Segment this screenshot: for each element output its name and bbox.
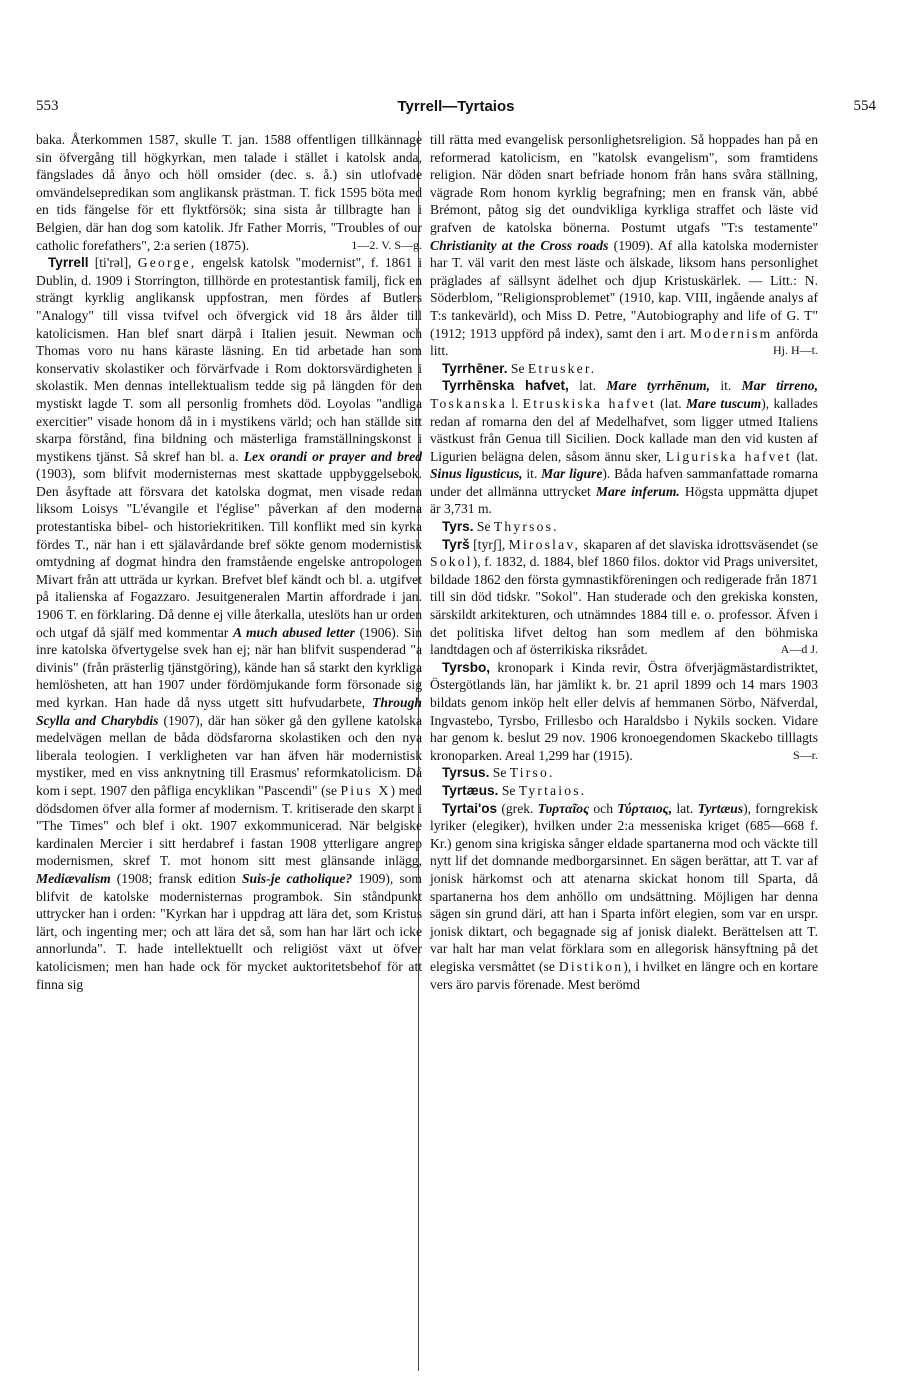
cross-reference: Sokol bbox=[430, 554, 473, 570]
book-title: Through Scylla and Charybdis bbox=[36, 695, 422, 728]
entry-tyrsus bbox=[430, 764, 818, 782]
body-text: lat. bbox=[579, 378, 597, 394]
given-name: Miroslav, bbox=[508, 536, 581, 552]
greek-name: Τύρταιος, bbox=[617, 800, 673, 816]
body-text: anförda litt. bbox=[430, 325, 818, 359]
body-text: l. bbox=[511, 395, 519, 411]
author-signature: 1—2. V. S—g. bbox=[351, 237, 422, 252]
body-text: ), i hvilket en längre och en kortare vers äro parvis förenade. Mest berömd bbox=[430, 958, 818, 992]
body-text: till rätta med evangelisk personlighetsreligion. Så hoppades han på en reformerad katolicism, en "katolsk evangelism", som framtidens religion. När döden snart befriade honom från hans svåra ställning, vägrade Rom honom kyrklig begrafning; men en fransk vän, abbé Brémont, påtog sig det oundvikliga kyrkliga straffet och läste vid grafven de katolska bönerna. Postumt utgafs "T:s testamente" bbox=[430, 132, 818, 235]
cross-reference: Distikon bbox=[558, 958, 624, 974]
page-header bbox=[36, 98, 876, 122]
headword: Tyrrhēner. bbox=[442, 360, 508, 376]
headword: Tyrtai'os bbox=[442, 800, 498, 816]
running-title: Tyrrell—Tyrtaios bbox=[397, 98, 515, 115]
italian-name: Mar ligure bbox=[541, 466, 603, 482]
author-signature: S—r. bbox=[792, 747, 818, 762]
right-column bbox=[430, 131, 818, 993]
latin-name: Mare tyrrhēnum, bbox=[606, 378, 711, 394]
body-text: ). Båda hafven sammanfattade romarna under det allmänna uttrycket bbox=[430, 466, 819, 499]
body-text: (1903), som blifvit modernisternas mest skattade uppbyggelsebok. Den åsyftade att försvara det katolska dogmat, men visade redan liksom Loisys "L'évangile et l'église" påverkan af den moderna protestantiska bibel- och historiekritiken. Till konflikt med sin kyrka fördes T., när han i ett själavårdande bref sökte genom modernistisk omtydning af dogmat hindra den framstående engelske antropologen Mivart från att utträda ur kyrkan. Brefvet blef kändt och bl. a. utgifvet på italienska af Fogazzaro. Jesuitgeneralen Martin affordrade i jan. 1906 T. en förklaring. Då denne ej ville återkalla, uteslöts han ur orden och utgaf då själf med kommentar bbox=[36, 466, 422, 640]
body-text: (1909). Af alla katolska modernister har T. väl varit den mest läste och älskade, liksom hans personlighet präglades af sällsynt ädelhet och djup Kristuskärlek. — Litt.: N. Söderblom, "Religionsproblemet" (1910, kap. VIII, ingående analys af T:s tankevärld), och Miss D. Petre, "Autobiography and life of G. T" (1912; 1913 uppförd på index), samt den i art. bbox=[430, 237, 818, 341]
cross-reference: Tyrtaios. bbox=[518, 782, 587, 798]
body-text: it. bbox=[720, 378, 732, 394]
headword: Tyrs. bbox=[442, 519, 474, 535]
body-text: (lat. bbox=[660, 395, 682, 411]
body-text: (1906). Sin inre katolska öfvertygelse svek han ej; när han blifvit suspenderad "a divinis" (från prästerlig tjänstgöring), kände han så starkt den kyrkliga hemlösheten, att han 1907 under fördömjukande form försonade sig med kyrkan. Han hade då nyss utgett sitt hufvudarbete, bbox=[36, 624, 423, 710]
see-label: Se bbox=[510, 360, 525, 376]
body-text: (1907), där han söker gå den gyllene katolska medelvägen mellan de båda dödsfarorna skolastiken och den nya liberala teologien. I verkligheten var han äfven här modernistisk mystiker, med en viss anknytning till Erasmus' reformkatolicism. Då kom i sept. 1907 den påfliga encyklikan "Pascendi" (se bbox=[36, 712, 422, 798]
book-title: A much abused letter bbox=[232, 624, 355, 640]
entry-tyrs-miroslav bbox=[430, 536, 818, 659]
entry-continuation bbox=[430, 131, 818, 360]
page-number-left: 553 bbox=[36, 98, 59, 114]
pronunciation: [ti'rəl], bbox=[94, 255, 132, 271]
entry-tyrtaios bbox=[430, 800, 818, 994]
author-signature: A—d J. bbox=[780, 642, 818, 657]
entry-tyrrhener bbox=[430, 360, 818, 378]
page-number-right: 554 bbox=[853, 98, 876, 114]
cross-reference: Etrusker. bbox=[527, 360, 597, 376]
book-title: Christianity at the Cross roads bbox=[430, 237, 609, 253]
italian-name: Mar tirreno, bbox=[741, 378, 818, 394]
body-text: ), forngrekisk lyriker (elegiker), hvilken under 2:a messeniska kriget (685—668 f. Kr.) genom sina krigiska sånger eldade spartanerna mod och väckte till nytt lif det domnande medborgarsinnet. En sägen berättar, att T. var af jonisk härkomst och att atenarna skickat honom till Sparta, då spartanerna hos dem anhöllo om undsättning. Möjligen har denna sägen sin grund däri, att han i Sparta infört elegien, som var en urspr. jonisk diktart, och begagnade sig af jonisk dialekt. Berättelsen att T. var halt har man velat förklara som en allegorisk hänsyftning på det elegiska versmåttet (se bbox=[430, 800, 818, 974]
entry-tyrtaeus bbox=[430, 782, 818, 800]
body-text: 1909), som blifvit de katolske modernisternas programbok. Sin ståndpunkt uttrycker han i orden: "Kyrkan har i uppdrag att lära det, som Kristus lärt, och ingenting mer; och att lära det så, som han har lärt och icke annorlunda". T. hade intellektuellt och religiöst växt ut öfver katolicismen; men han hade ock för mycket auktoritetsbehof för att finna sig bbox=[36, 870, 422, 992]
headword: Tyrsbo, bbox=[442, 659, 491, 675]
body-text: engelsk katolsk "modernist", f. 1861 i Dublin, d. 1909 i Storrington, tillhörde en protestantisk familj, fick en strängt kyrklig anglikansk uppfostran, men fördes af Butlers "Analogy" till vissa tvifvel och öfvergick vid 18 års ålder till katolicismen. Han blef snart därpå i Italien jesuit. Newman och Thomas voro nu hans käraste läsning. En tid arbetade han som konservativ skolastiker och förvärfvade i Rom doktorsvärdigheten i skolastik. Men dennas intellektualism tedde sig på längden för den mystiskt lagde T. som all personlig fromhets död. Loyolas "andliga exercitier" visade honom då in i mystikens värld; och han ställde sitt skarpa förstånd, fina bildning och mästerliga framställningskonst i mystikens tjänst. Så skref han bl. a. bbox=[36, 255, 422, 464]
body-text: ), f. 1832, d. 1884, blef 1860 filos. doktor vid Prags universitet, bildade 1862 den första gymnastikföreningen och redigerade från 1871 till sin död tidskr. "Sokol". Han studerade och den grekiska konsten, särskildt arkitekturen, och utnämndes 1884 till e. o. professor. Äfven i det politiska lifvet deltog han som medlem af den böhmiska landtdagen och af österrikiska riksrådet. bbox=[430, 554, 818, 658]
body-text: (grek. bbox=[501, 800, 534, 816]
see-label: Se bbox=[476, 519, 491, 535]
body-text: skaparen af det slaviska idrottsväsendet (se bbox=[583, 536, 818, 552]
pronunciation: [tyrʃ], bbox=[473, 536, 506, 552]
cross-reference: Tirso. bbox=[509, 765, 555, 781]
headword: Tyrš bbox=[442, 536, 470, 552]
body-text: och bbox=[593, 800, 614, 816]
body-text: Högsta uppmätta djupet är 3,731 m. bbox=[430, 483, 819, 517]
entry-tyrs bbox=[430, 518, 818, 536]
greek-name: Τυρταῖος bbox=[537, 800, 590, 816]
book-title: Lex orandi or prayer and bred bbox=[243, 448, 422, 464]
body-text: ), kallades redan af romarna den del af Medelhafvet, som ligger utmed Italiens västkust från Genua till Sicilien. Dock kallade man den vid kusten af Ligurien belägna delen, såsom ännu sker, bbox=[430, 395, 818, 464]
see-label: Se bbox=[492, 765, 507, 781]
left-column bbox=[36, 131, 422, 993]
book-title: Mediævalism bbox=[36, 870, 111, 886]
cross-reference: Modernism bbox=[689, 325, 773, 341]
cross-reference: Toskanska bbox=[430, 395, 507, 411]
headword: Tyrrhēnska hafvet, bbox=[442, 378, 569, 394]
cross-reference: Etruskiska hafvet bbox=[522, 395, 656, 411]
entry-tyrsbo bbox=[430, 659, 818, 765]
given-name: George, bbox=[137, 255, 197, 271]
body-text: lat. bbox=[676, 800, 694, 816]
body-text: ) med dödsdomen öfver alla former af modernism. T. kritiserade den skarpt i "The Times" och blef i okt. 1907 exkommunicerad. När belgiske kardinalen Mercier i sitt herdabref i fastan 1908 ytterligare angrep modernismen, skref T. mot honom sitt mest glänsande inlägg, bbox=[36, 782, 422, 869]
body-text: kronopark i Kinda revir, Östra öfverjägmästardistriktet, Östergötlands län, har jämlikt k. br. 21 april 1899 och 14 mars 1903 bildats genom inköp helt eller delvis af hemmanen Sörbo, Näfverdal, Ingvastebo, Tyrsbo, Frillesbo och Haraldsbo i Nykils socken. Vidare har genom k. beslut 29 nov. 1906 kronoegendomen Skackebo tilllagts kronoparken. Areal 1,299 har (1915). bbox=[430, 659, 818, 763]
headword: Tyrrell bbox=[48, 255, 89, 271]
body-text: (1908; fransk edition bbox=[116, 870, 236, 886]
body-text: it. bbox=[526, 466, 538, 482]
latin-name: Mare inferum. bbox=[595, 483, 680, 499]
see-label: Se bbox=[501, 782, 516, 798]
book-title: Suis-je catholique? bbox=[241, 870, 353, 886]
entry-continuation bbox=[36, 131, 422, 254]
latin-name: Sinus ligusticus, bbox=[430, 466, 523, 482]
author-signature: Hj. H—t. bbox=[773, 343, 818, 358]
body-text: (lat. bbox=[796, 448, 818, 464]
headword: Tyrtæus. bbox=[442, 782, 499, 798]
cross-reference: Thyrsos. bbox=[493, 519, 559, 535]
body-text: baka. Återkommen 1587, skulle T. jan. 1588 offentligen tillkännage sin öfvergång till högkyrkan, men talade i stället i katolsk anda, fängslades då ånyo och höll omsider (dec. s. å.) sin utlofvade omvändelsepredikan som anglikansk prästman. T. fick 1595 böta med en tids fängelse för ett flyktförsök; sina sista år tillbragte han i Belgien, där han dog som katolik. Jfr Father Morris, "Troubles of our catholic forefathers", 2:a serien (1875). bbox=[36, 132, 422, 253]
cross-reference: Liguriska hafvet bbox=[665, 448, 792, 464]
latin-name: Mare tuscum bbox=[685, 395, 762, 411]
entry-tyrrell bbox=[36, 254, 422, 993]
headword: Tyrsus. bbox=[442, 765, 490, 781]
entry-tyrrhenska-hafvet bbox=[430, 377, 818, 518]
latin-name: Tyrtæus bbox=[697, 800, 744, 816]
cross-reference: Pius X bbox=[340, 782, 391, 798]
